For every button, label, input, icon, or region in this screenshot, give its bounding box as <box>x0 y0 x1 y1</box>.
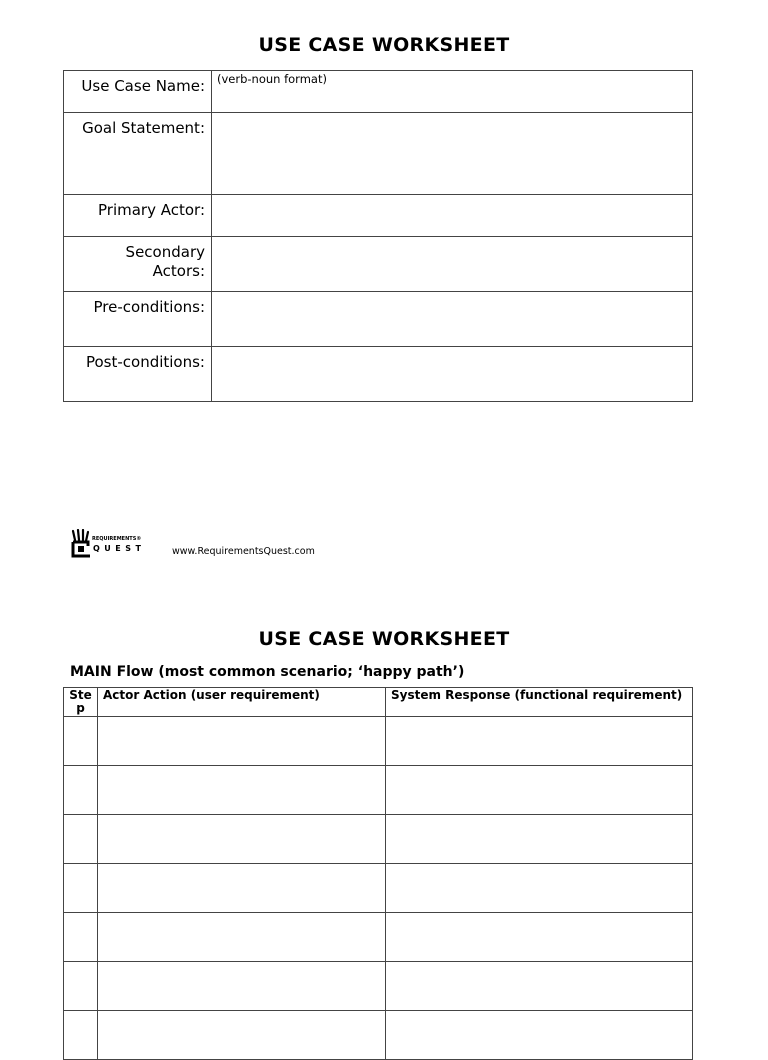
website-link[interactable]: www.RequirementsQuest.com <box>172 546 315 557</box>
svg-text:REQUIREMENTS®: REQUIREMENTS® <box>92 536 142 542</box>
goal-statement-field[interactable] <box>212 113 693 195</box>
use-case-name-label: Use Case Name: <box>64 71 212 113</box>
secondary-actors-label: Secondary Actors: <box>64 237 212 292</box>
table-row <box>64 766 693 815</box>
step-cell[interactable] <box>64 766 98 815</box>
actor-action-cell[interactable] <box>98 1011 386 1060</box>
table-row <box>64 913 693 962</box>
step-cell[interactable] <box>64 864 98 913</box>
step-cell[interactable] <box>64 815 98 864</box>
primary-actor-field[interactable] <box>212 195 693 237</box>
table-row <box>64 815 693 864</box>
actor-action-cell[interactable] <box>98 766 386 815</box>
page-title: USE CASE WORKSHEET <box>258 34 510 56</box>
system-response-column-header: System Response (functional requirement) <box>386 688 693 717</box>
use-case-name-field[interactable]: (verb-noun format) <box>212 71 693 113</box>
pre-conditions-field[interactable] <box>212 292 693 347</box>
system-response-cell[interactable] <box>386 962 693 1011</box>
system-response-cell[interactable] <box>386 864 693 913</box>
post-conditions-label: Post-conditions: <box>64 347 212 402</box>
header-row <box>64 688 693 717</box>
table-row <box>64 717 693 766</box>
actor-action-column-header: Actor Action (user requirement) <box>98 688 386 717</box>
actor-action-cell[interactable] <box>98 962 386 1011</box>
system-response-cell[interactable] <box>386 815 693 864</box>
system-response-cell[interactable] <box>386 1011 693 1060</box>
page-title: USE CASE WORKSHEET <box>258 628 510 650</box>
use-case-table <box>63 70 693 402</box>
table-row <box>64 195 693 237</box>
actor-action-cell[interactable] <box>98 864 386 913</box>
goal-statement-label: Goal Statement: <box>64 113 212 195</box>
system-response-cell[interactable] <box>386 717 693 766</box>
svg-text:QUEST: QUEST <box>93 544 145 553</box>
post-conditions-field[interactable] <box>212 347 693 402</box>
main-flow-table <box>63 687 693 1060</box>
pre-conditions-label: Pre-conditions: <box>64 292 212 347</box>
requirements-quest-logo <box>70 529 145 559</box>
step-cell[interactable] <box>64 962 98 1011</box>
table-row <box>64 237 693 292</box>
primary-actor-label: Primary Actor: <box>64 195 212 237</box>
table-row <box>64 113 693 195</box>
actor-action-cell[interactable] <box>98 913 386 962</box>
main-flow-heading: MAIN Flow (most common scenario; ‘happy path’) <box>70 664 465 680</box>
step-cell[interactable] <box>64 717 98 766</box>
secondary-actors-field[interactable] <box>212 237 693 292</box>
table-row <box>64 864 693 913</box>
table-row <box>64 962 693 1011</box>
step-cell[interactable] <box>64 1011 98 1060</box>
step-cell[interactable] <box>64 913 98 962</box>
actor-action-cell[interactable] <box>98 717 386 766</box>
actor-action-cell[interactable] <box>98 815 386 864</box>
table-row <box>64 71 693 113</box>
step-column-header: Step <box>64 688 98 717</box>
table-row <box>64 292 693 347</box>
table-row <box>64 1011 693 1060</box>
system-response-cell[interactable] <box>386 766 693 815</box>
main-flow-body <box>64 717 693 1060</box>
table-row <box>64 347 693 402</box>
system-response-cell[interactable] <box>386 913 693 962</box>
